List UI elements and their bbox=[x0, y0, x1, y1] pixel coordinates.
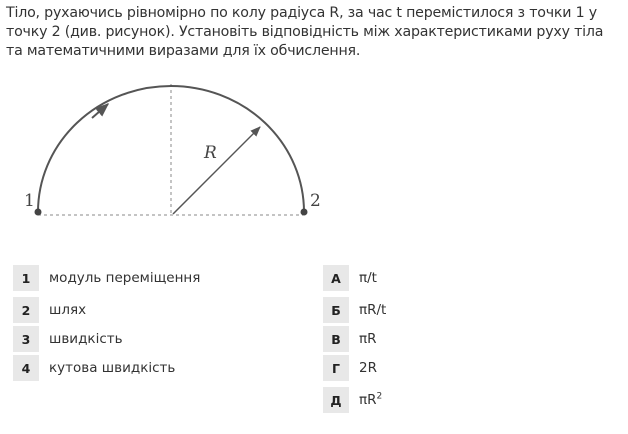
option-expression-with-exponent bbox=[359, 392, 382, 408]
right-option-row bbox=[323, 387, 382, 413]
semicircle-figure bbox=[0, 70, 360, 240]
question-text: Тіло, рухаючись рівномірно по колу радіуса R, за час t перемістилося з точки 1 у точку 2 (див. рисунок). Установіть відповідність між характеристиками руху тіла та математичними виразами для їх обчислення. bbox=[6, 5, 604, 59]
end-point bbox=[301, 209, 308, 216]
left-item-row bbox=[13, 355, 175, 381]
end-point-label: 2 bbox=[310, 191, 321, 211]
right-option-row bbox=[323, 297, 386, 323]
option-exponent: 2 bbox=[376, 391, 383, 402]
option-letter-badge: Б bbox=[323, 297, 349, 323]
left-item-row bbox=[13, 297, 86, 323]
right-option-row bbox=[323, 355, 377, 381]
option-letter-badge: Г bbox=[323, 355, 349, 381]
radius-label: R bbox=[204, 143, 217, 163]
left-item-row bbox=[13, 265, 200, 291]
left-item-row bbox=[13, 326, 123, 352]
start-point bbox=[35, 209, 42, 216]
option-expression: πR/t bbox=[359, 302, 387, 318]
option-expression: 2R bbox=[359, 360, 377, 376]
option-expression: πR bbox=[359, 392, 377, 408]
option-letter-badge: Д bbox=[323, 387, 349, 413]
item-number-badge: 1 bbox=[13, 265, 39, 291]
right-option-row bbox=[323, 326, 377, 352]
item-label: модуль переміщення bbox=[49, 270, 201, 286]
item-label: швидкість bbox=[49, 331, 123, 347]
option-expression: π/t bbox=[359, 270, 377, 286]
item-number-badge: 3 bbox=[13, 326, 39, 352]
option-expression: πR bbox=[359, 331, 377, 347]
option-letter-badge: В bbox=[323, 326, 349, 352]
item-number-badge: 4 bbox=[13, 355, 39, 381]
right-option-row bbox=[323, 265, 377, 291]
item-label: шлях bbox=[49, 302, 87, 318]
start-point-label: 1 bbox=[24, 191, 35, 211]
item-label: кутова швидкість bbox=[49, 360, 176, 376]
item-number-badge: 2 bbox=[13, 297, 39, 323]
option-letter-badge: А bbox=[323, 265, 349, 291]
radius-arrow bbox=[173, 127, 260, 214]
